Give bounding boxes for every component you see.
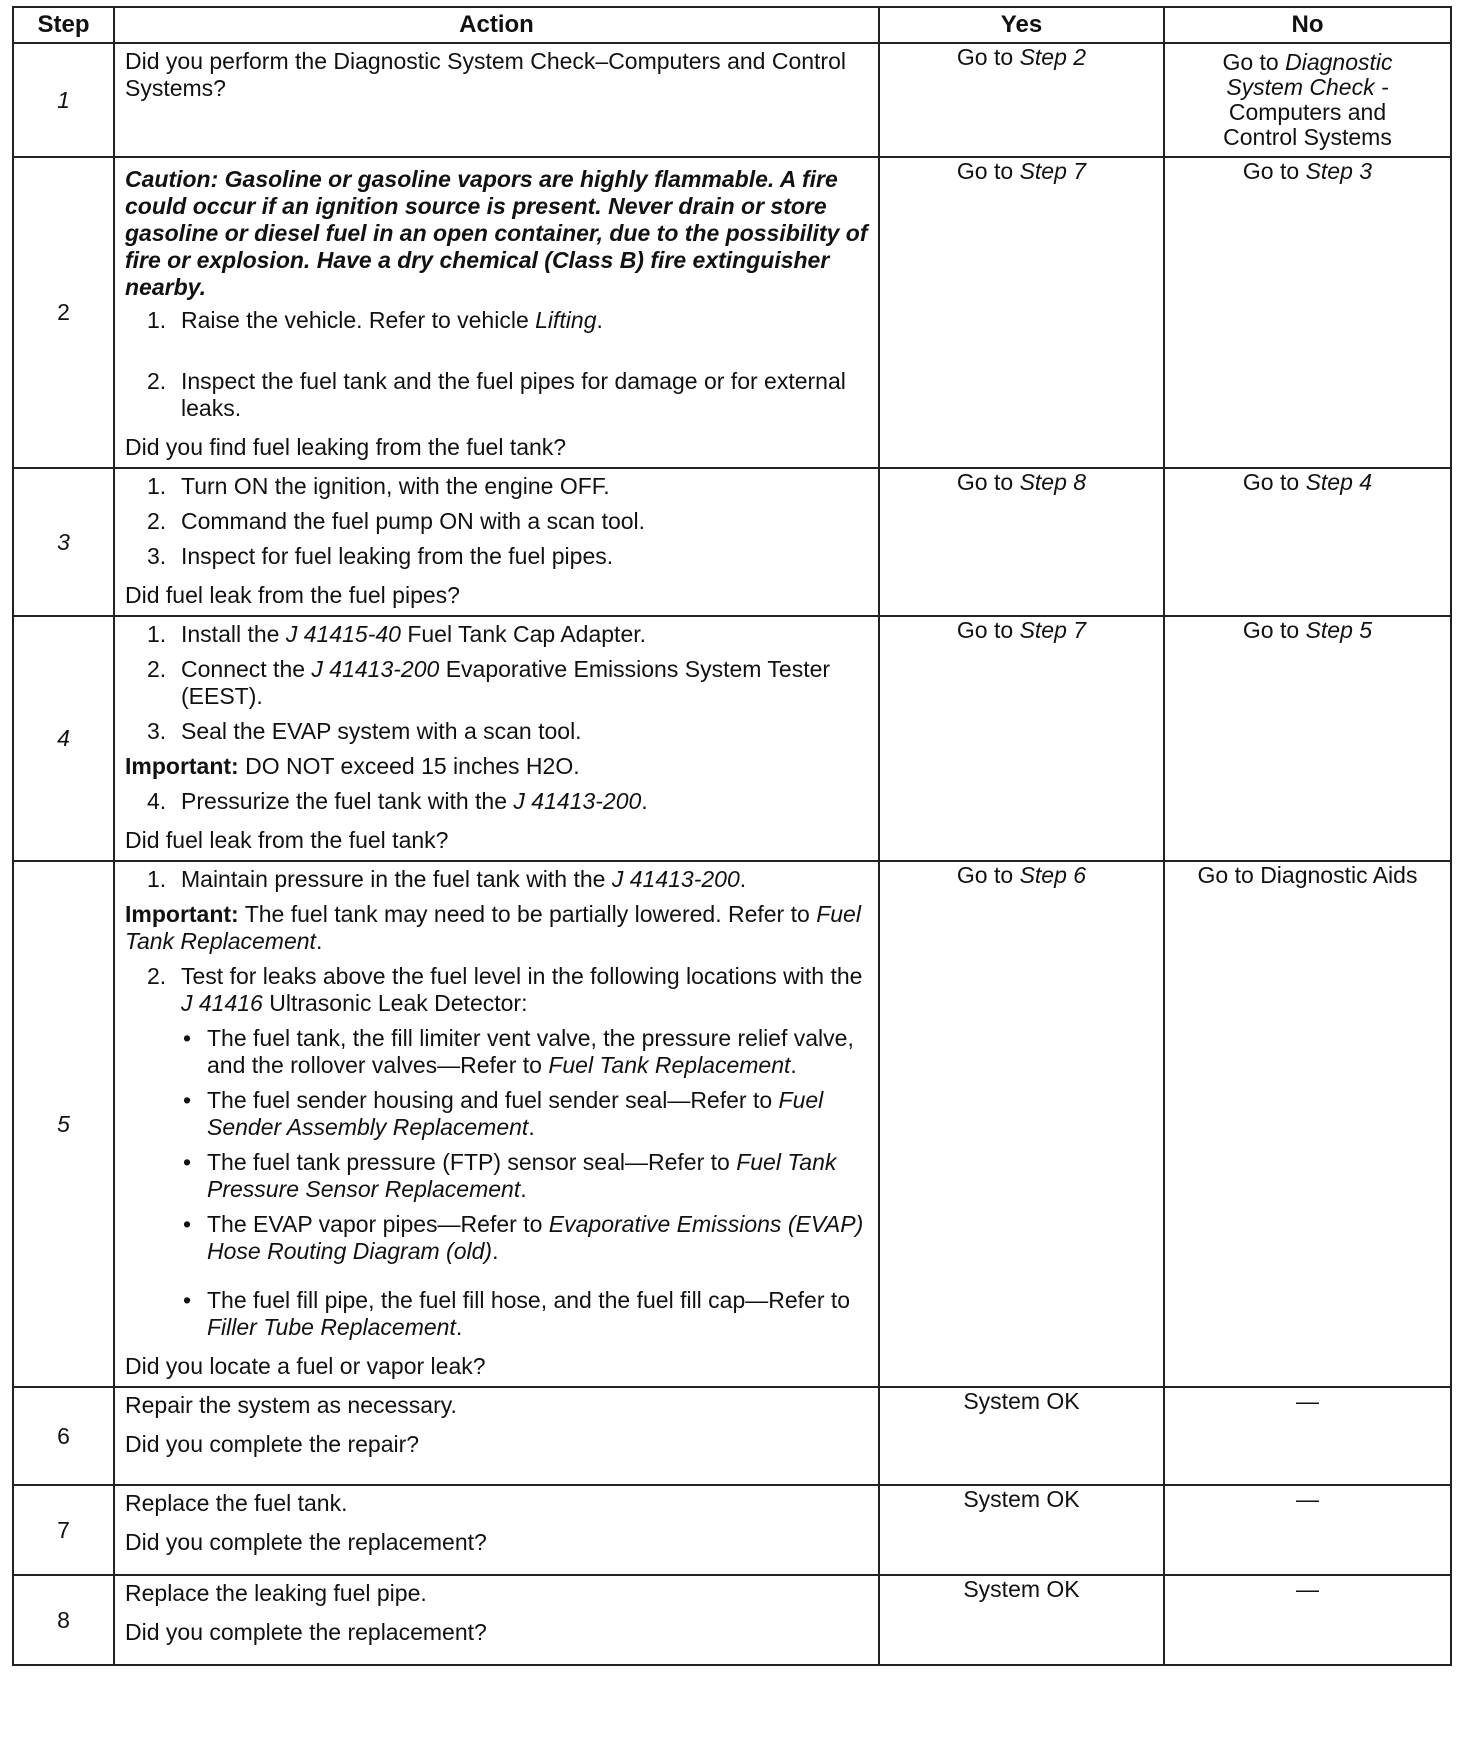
table-row: [13, 861, 1451, 1387]
bullet-icon: •: [183, 1211, 192, 1237]
item-text: Turn ON the ignition, with the engine OFF.: [181, 473, 610, 499]
item-number: 1.: [147, 621, 167, 647]
yes-result: System OK: [963, 1486, 1080, 1512]
bullet-text: The EVAP vapor pipes—Refer to: [207, 1211, 543, 1237]
list-item: [125, 963, 868, 1017]
table-row: [13, 1575, 1451, 1665]
list-item: [125, 621, 868, 648]
action-cell: [114, 1485, 879, 1575]
step-number: 4: [13, 616, 114, 861]
bullet-item: • The fuel tank pressure (FTP) sensor seal—Refer to Fuel Tank Pressure Sensor Replacement.: [183, 1149, 837, 1202]
table-row: [13, 1485, 1451, 1575]
question-text: Did you locate a fuel or vapor leak?: [125, 1353, 486, 1379]
action-cell: [114, 1575, 879, 1665]
tool-reference: J 41415-40: [285, 621, 401, 647]
table-row: [13, 1387, 1451, 1485]
bullet-text: The fuel sender housing and fuel sender seal—Refer to: [207, 1087, 773, 1113]
no-link[interactable]: Go to Diagnostic Aids: [1197, 862, 1418, 888]
no-step-link[interactable]: Step 4: [1305, 469, 1373, 495]
important-text: The fuel tank may need to be partially lowered. Refer to: [244, 901, 810, 927]
no-result: —: [1296, 1388, 1319, 1414]
bullet-icon: •: [183, 1025, 192, 1051]
step-number: 3: [13, 468, 114, 616]
yes-result: System OK: [963, 1576, 1080, 1602]
no-cell: [1164, 157, 1451, 468]
yes-cell: [879, 43, 1164, 157]
item-text: Evaporative Emissions System Tester (EEST).: [181, 656, 831, 709]
tool-reference: J 41416: [181, 990, 263, 1016]
yes-cell: [879, 468, 1164, 616]
reference-link[interactable]: Lifting: [535, 307, 597, 333]
no-cell: [1164, 616, 1451, 861]
table-row: [13, 616, 1451, 861]
question-text: Did you find fuel leaking from the fuel tank?: [125, 434, 567, 460]
no-cell: [1164, 1387, 1451, 1485]
no-cell: [1164, 43, 1451, 157]
reference-link[interactable]: Fuel Tank Replacement: [548, 1052, 791, 1078]
yes-cell: [879, 1387, 1164, 1485]
header-row: [13, 7, 1451, 43]
item-number: 2.: [147, 656, 167, 682]
bullet-icon: •: [183, 1149, 192, 1175]
step-number: 1: [13, 43, 114, 157]
item-text: Ultrasonic Leak Detector:: [269, 990, 528, 1016]
caution-text: Caution: Gasoline or gasoline vapors are highly flammable. A fire could occur if an ignition source is present. Never drain or store gasoline or diesel fuel in an open container, due to the possibility of fire or explosion. Have a dry chemical (Class B) fire extinguisher nearby.: [125, 166, 868, 300]
item-number: 3.: [147, 718, 167, 744]
reference-link[interactable]: Fuel Tank Replacement: [125, 901, 861, 954]
list-item: [125, 543, 868, 570]
item-text: Command the fuel pump ON with a scan tool.: [181, 508, 646, 534]
list-item: [125, 718, 868, 745]
tool-reference: J 41413-200: [513, 788, 642, 814]
bullet-item: • The fuel fill pipe, the fuel fill hose, and the fuel fill cap—Refer to Filler Tube Replacement.: [183, 1287, 851, 1340]
bullet-icon: •: [183, 1287, 192, 1313]
list-item: 1. Raise the vehicle. Refer to vehicle Lifting.: [147, 307, 603, 333]
table-row: [13, 157, 1451, 468]
yes-step-link[interactable]: Step 7: [1019, 617, 1087, 643]
go-to-label: Go to: [1242, 158, 1300, 184]
no-cell: [1164, 1575, 1451, 1665]
question-text: Did fuel leak from the fuel tank?: [125, 827, 449, 853]
header-step: Step: [13, 7, 114, 43]
yes-cell: [879, 157, 1164, 468]
go-to-label: Go to: [1242, 617, 1300, 643]
bullet-text: The fuel fill pipe, the fuel fill hose, and the fuel fill cap—Refer to: [207, 1287, 851, 1313]
item-number: 3.: [147, 543, 167, 569]
list-item: 1. Maintain pressure in the fuel tank with the J 41413-200.: [147, 866, 747, 892]
no-link-line[interactable]: Diagnostic: [1285, 49, 1393, 75]
yes-step-link[interactable]: Step 8: [1019, 469, 1087, 495]
go-to-label: Go to: [956, 158, 1014, 184]
no-link-line[interactable]: Computers and: [1228, 99, 1387, 125]
bullet-text: The fuel tank pressure (FTP) sensor seal—Refer to: [207, 1149, 730, 1175]
step-number: 2: [13, 157, 114, 468]
diagnostic-table-container: [12, 6, 1450, 1734]
table-row: [13, 43, 1451, 157]
action-cell: [114, 157, 879, 468]
go-to-label: Go to: [956, 44, 1014, 70]
no-cell: [1164, 1485, 1451, 1575]
important-text: DO NOT exceed 15 inches H2O.: [245, 753, 580, 779]
tool-reference: J 41413-200: [311, 656, 440, 682]
question-text: Did fuel leak from the fuel pipes?: [125, 582, 460, 608]
item-text: Fuel Tank Cap Adapter.: [407, 621, 647, 647]
action-cell: [114, 616, 879, 861]
header-action: Action: [114, 7, 879, 43]
item-number: 2.: [147, 963, 167, 989]
yes-result: System OK: [963, 1388, 1080, 1414]
yes-cell: [879, 861, 1164, 1387]
item-number: 4.: [147, 788, 167, 814]
bullet-item: • The EVAP vapor pipes—Refer to Evaporative Emissions (EVAP) Hose Routing Diagram (old).: [183, 1211, 864, 1264]
list-item: [125, 473, 868, 500]
question-text: Did you complete the repair?: [125, 1431, 420, 1457]
item-number: 2.: [147, 508, 167, 534]
item-text: Install the: [181, 621, 280, 647]
go-to-label: Go to: [956, 617, 1014, 643]
go-to-label: Go to: [956, 469, 1014, 495]
important-note: Important: The fuel tank may need to be partially lowered. Refer to Fuel Tank Replacement.: [125, 901, 861, 954]
reference-link[interactable]: Fuel Tank Pressure Sensor Replacement: [207, 1149, 837, 1202]
bullet-icon: •: [183, 1087, 192, 1113]
action-cell: [114, 468, 879, 616]
action-text: Did you perform the Diagnostic System Check–Computers and Control Systems?: [125, 48, 846, 101]
yes-cell: [879, 1485, 1164, 1575]
item-text: Maintain pressure in the fuel tank with the: [181, 866, 606, 892]
item-number: 2.: [147, 368, 167, 394]
tool-reference: J 41413-200: [611, 866, 740, 892]
item-text: Seal the EVAP system with a scan tool.: [181, 718, 582, 744]
action-text: Replace the fuel tank.: [125, 1490, 348, 1516]
yes-step-link[interactable]: Step 6: [1019, 862, 1087, 888]
item-text: Inspect for fuel leaking from the fuel pipes.: [181, 543, 614, 569]
action-text: Repair the system as necessary.: [125, 1392, 457, 1418]
item-number: 1.: [147, 307, 167, 333]
item-text: Raise the vehicle. Refer to vehicle: [181, 307, 529, 333]
go-to-label: Go to: [1222, 49, 1279, 75]
reference-link[interactable]: Evaporative Emissions (EVAP) Hose Routing Diagram (old): [207, 1211, 864, 1264]
important-label: Important:: [125, 753, 239, 779]
go-to-label: Go to: [1242, 469, 1300, 495]
action-cell: [114, 43, 879, 157]
table-row: [13, 468, 1451, 616]
action-text: Replace the leaking fuel pipe.: [125, 1580, 427, 1606]
step-number: 6: [13, 1387, 114, 1485]
header-no: No: [1164, 7, 1451, 43]
question-text: Did you complete the replacement?: [125, 1529, 487, 1555]
reference-link[interactable]: Fuel Sender Assembly Replacement: [207, 1087, 824, 1140]
item-text: Connect the: [181, 656, 306, 682]
action-cell: [114, 1387, 879, 1485]
list-item: [125, 656, 868, 710]
item-text: Inspect the fuel tank and the fuel pipes for damage or for external leaks.: [181, 368, 846, 421]
step-number: 8: [13, 1575, 114, 1665]
list-item: [125, 508, 868, 535]
bullet-item: • The fuel tank, the fill limiter vent valve, the pressure relief valve, and the rollover valves—Refer to Fuel Tank Replacement.: [183, 1025, 854, 1078]
yes-step-link[interactable]: Step 7: [1019, 158, 1087, 184]
item-text: Test for leaks above the fuel level in the following locations with the: [181, 963, 863, 989]
no-link-line[interactable]: Control Systems: [1223, 124, 1392, 150]
step-number: 7: [13, 1485, 114, 1575]
item-number: 1.: [147, 473, 167, 499]
action-cell: [114, 861, 879, 1387]
no-result: —: [1296, 1486, 1319, 1512]
diagnostic-table: [12, 6, 1452, 1666]
no-result: —: [1296, 1576, 1319, 1602]
reference-link[interactable]: Filler Tube Replacement: [207, 1314, 456, 1340]
step-number: 5: [13, 861, 114, 1387]
list-item: [125, 368, 868, 422]
no-cell: [1164, 468, 1451, 616]
header-yes: Yes: [879, 7, 1164, 43]
no-step-link[interactable]: Step 3: [1305, 158, 1373, 184]
bullet-text: The fuel tank, the fill limiter vent valve, the pressure relief valve, and the rollover valves—Refer to: [207, 1025, 854, 1078]
go-to-label: Go to: [956, 862, 1014, 888]
no-link-line[interactable]: System Check -: [1226, 74, 1389, 100]
yes-cell: [879, 616, 1164, 861]
important-label: Important:: [125, 901, 239, 927]
question-text: Did you complete the replacement?: [125, 1619, 487, 1645]
no-cell: [1164, 861, 1451, 1387]
important-note: [125, 753, 868, 780]
item-text: Pressurize the fuel tank with the: [181, 788, 507, 814]
list-item: 4. Pressurize the fuel tank with the J 41413-200.: [147, 788, 648, 814]
yes-step-link[interactable]: Step 2: [1019, 44, 1087, 70]
no-step-link[interactable]: Step 5: [1305, 617, 1373, 643]
bullet-item: • The fuel sender housing and fuel sender seal—Refer to Fuel Sender Assembly Replacement.: [183, 1087, 824, 1140]
item-number: 1.: [147, 866, 167, 892]
yes-cell: [879, 1575, 1164, 1665]
